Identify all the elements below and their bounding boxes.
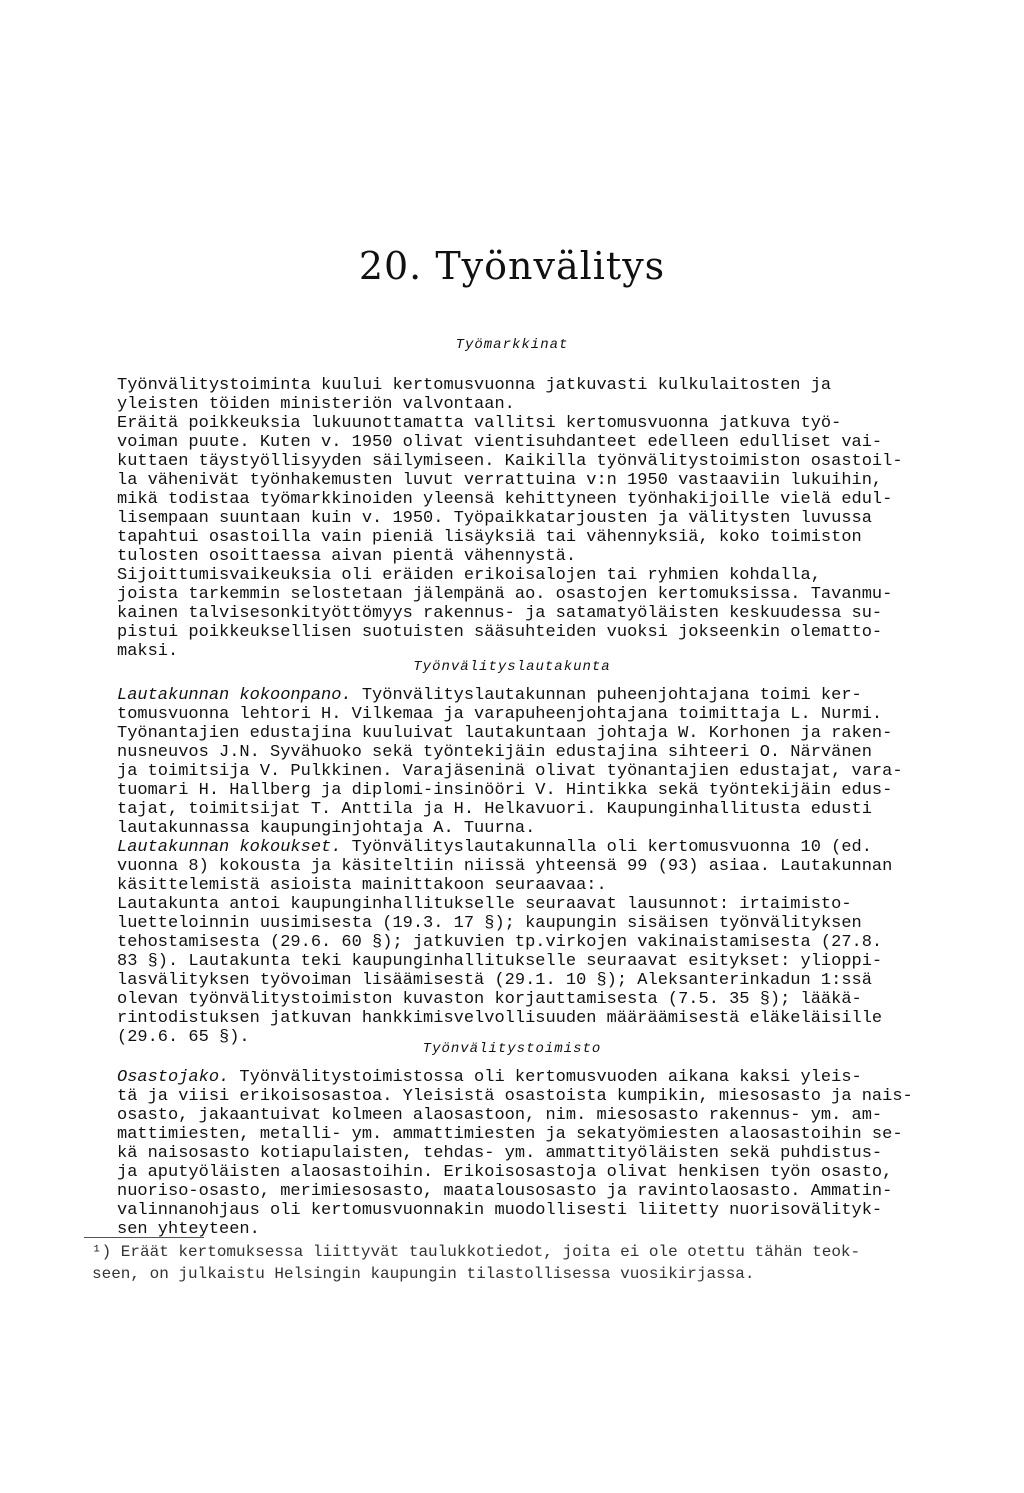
line-text: Työnvälityslautakunnan puheenjohtajana toimi ker-	[351, 686, 862, 705]
text-line: olevan työnvälitystoimiston kuvaston korjauttamisesta (7.5. 35 §); lääkä-	[117, 990, 862, 1009]
text-line: Eräitä poikkeuksia lukuunottamatta vallitsi kertomusvuonna jatkuva työ-	[117, 414, 842, 433]
text-line: Työnantajien edustajina kuuluivat lautakuntaan johtaja W. Korhonen ja raken-	[117, 724, 893, 743]
text-line: ¹) Eräät kertomuksessa liittyvät taulukkotiedot, joita ei ole otettu tähän teok-	[92, 1243, 861, 1261]
text-line: 83 §). Lautakunta teki kaupunginhallitukselle seuraavat esitykset: ylioppi-	[117, 952, 883, 971]
text-line: ja toimitsija V. Pulkkinen. Varajäseninä olivat työnantajien edustajat, vara-	[117, 762, 903, 781]
text-line: kä naisosasto kotiapulaisten, tehdas- ym. ammattityöläisten sekä puhdistus-	[117, 1144, 883, 1163]
text-line: ja aputyöläisten alaosastoihin. Erikoisosastoja olivat henkisen työn osasto,	[117, 1163, 893, 1182]
section-heading-tyonvalitystoimisto: Työnvälitystoimisto	[422, 1041, 602, 1057]
footnote-divider	[84, 1237, 204, 1238]
paragraph-lead-in: Lautakunnan kokoonpano.	[117, 686, 352, 705]
text-line: lasvälityksen työvoiman lisäämisestä (29.1. 10 §); Aleksanterinkadun 1:ssä	[117, 971, 872, 990]
line-text: Työnvälityslautakunnalla oli kertomusvuonna 10 (ed.	[341, 838, 872, 857]
text-line	[117, 1068, 947, 1087]
text-line: osasto, jakaantuivat kolmeen alaosastoon, nim. miesosasto rakennus- ym. am-	[117, 1106, 883, 1125]
text-line: pistui poikkeuksellisen suotuisten sääsuhteiden vuoksi jokseenkin olematto-	[117, 623, 883, 642]
text-line: sen yhteyteen.	[117, 1220, 260, 1239]
text-line: maksi.	[117, 642, 179, 661]
text-line: Työnvälitystoiminta kuului kertomusvuonna jatkuvasti kulkulaitosten ja	[117, 376, 832, 395]
text-line: kainen talvisesonkityöttömyys rakennus- ja satamatyöläisten keskuudessa su-	[117, 604, 883, 623]
paragraph-lead-in: Lautakunnan kokoukset.	[117, 838, 342, 857]
text-line: tajat, toimitsijat T. Anttila ja H. Helkavuori. Kaupunginhallitusta edusti	[117, 800, 872, 819]
paragraph-lead-in: Osastojako.	[117, 1068, 230, 1087]
text-line: lautakunnassa kaupunginjohtaja A. Tuurna.	[117, 819, 536, 838]
text-line: tä ja viisi erikoisosastoa. Yleisistä osastoista kumpikin, miesosasto ja nais-	[117, 1087, 913, 1106]
line-text: Työnvälitystoimistossa oli kertomusvuoden aikana kaksi yleis-	[229, 1068, 862, 1087]
text-line: rintodistuksen jatkuvan hankkimisvelvollisuuden määräämisestä eläkeläisille	[117, 1009, 883, 1028]
text-line	[117, 686, 947, 705]
text-line: vuonna 8) kokousta ja käsiteltiin niissä yhteensä 99 (93) asiaa. Lautakunnan	[117, 857, 893, 876]
text-line: (29.6. 65 §).	[117, 1028, 250, 1047]
text-line: la vähenivät työnhakemusten luvut verrattuina v:n 1950 vastaaviin lukuihin,	[117, 471, 883, 490]
section-body	[117, 1068, 947, 1239]
text-line: voiman puute. Kuten v. 1950 olivat vientisuhdanteet edelleen edulliset vai-	[117, 433, 883, 452]
text-line: lisempaan suuntaan kuin v. 1950. Työpaikkatarjousten ja välitysten luvussa	[117, 509, 872, 528]
text-line: luetteloinnin uusimisesta (19.3. 17 §); kaupungin sisäisen työnvälityksen	[117, 914, 862, 933]
text-line: tapahtui osastoilla vain pieniä lisäyksiä tai vähennyksiä, koko toimiston	[117, 528, 862, 547]
text-line: mattimiesten, metalli- ym. ammattimiesten ja sekatyömiesten alaosastoihin se-	[117, 1125, 903, 1144]
section-body	[117, 686, 947, 1047]
footnote	[92, 1241, 952, 1285]
text-line: kuttaen täystyöllisyyden säilymiseen. Kaikilla työnvälitystoimiston osastoil-	[117, 452, 903, 471]
text-line: tehostamisesta (29.6. 60 §); jatkuvien tp.virkojen vakinaistamisesta (27.8.	[117, 933, 883, 952]
text-line	[117, 838, 947, 857]
text-line: käsittelemistä asioista mainittakoon seuraavaa:.	[117, 876, 607, 895]
section-heading-tyonvalityslautakunta: Työnvälityslautakunta	[413, 659, 611, 675]
text-line: nuoriso-osasto, merimiesosasto, maatalousosasto ja ravintolaosasto. Ammatin-	[117, 1182, 893, 1201]
section-body	[117, 376, 947, 661]
text-line: seen, on julkaistu Helsingin kaupungin tilastollisessa vuosikirjassa.	[92, 1265, 755, 1283]
text-line: nusneuvos J.N. Syvähuoko sekä työntekijäin edustajina sihteeri O. Närvänen	[117, 743, 872, 762]
text-line: Lautakunta antoi kaupunginhallitukselle seuraavat lausunnot: irtaimisto-	[117, 895, 852, 914]
text-line: Sijoittumisvaikeuksia oli eräiden erikoisalojen tai ryhmien kohdalla,	[117, 566, 821, 585]
text-line: mikä todistaa työmarkkinoiden yleensä kehittyneen työnhakijoille vielä edul-	[117, 490, 893, 509]
text-line: tulosten osoittaessa aivan pientä vähennystä.	[117, 547, 577, 566]
text-line: yleisten töiden ministeriön valvontaan.	[117, 395, 515, 414]
chapter-title: 20. Työnvälitys	[358, 244, 666, 288]
text-line: tuomari H. Hallberg ja diplomi-insinööri V. Hintikka sekä työntekijäin edus-	[117, 781, 893, 800]
text-line: tomusvuonna lehtori H. Vilkemaa ja varapuheenjohtajana toimittaja L. Nurmi.	[117, 705, 883, 724]
text-line: valinnanohjaus oli kertomusvuonnakin muodollisesti liitetty nuorisovälityk-	[117, 1201, 883, 1220]
text-line: joista tarkemmin selostetaan jälempänä ao. osastojen kertomuksissa. Tavanmu-	[117, 585, 893, 604]
section-heading-tyomarkkinat: Työmarkkinat	[455, 337, 569, 353]
